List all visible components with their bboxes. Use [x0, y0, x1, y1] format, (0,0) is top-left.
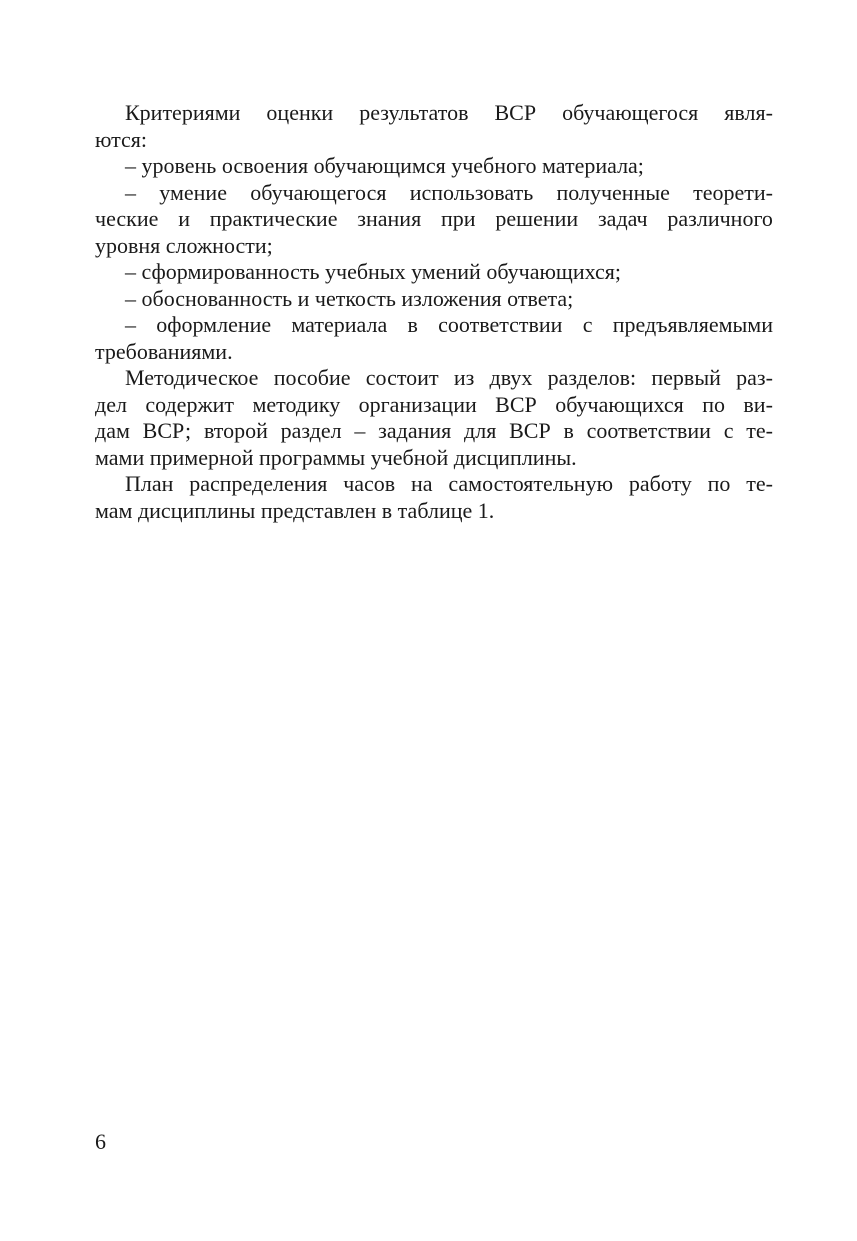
word: раздел — [280, 418, 342, 443]
word: с — [582, 312, 593, 337]
word: ческие — [95, 206, 159, 231]
word: решении — [495, 206, 579, 231]
word: Критериями — [125, 100, 241, 125]
word: по — [702, 391, 725, 417]
word: первый — [651, 365, 721, 390]
word: на — [410, 471, 433, 496]
body-text — [95, 100, 773, 524]
text-line: мами примерной программы учебной дисциплины. — [95, 444, 577, 470]
text-line: требованиями. — [95, 338, 233, 364]
word: ВСР; — [142, 418, 192, 443]
word: организации — [358, 391, 477, 417]
word: теорети- — [693, 179, 773, 205]
word: раз- — [736, 365, 773, 390]
word: второй — [203, 418, 268, 443]
text-line: мам дисциплины представлен в таблице 1. — [95, 497, 495, 523]
text-line — [95, 418, 773, 445]
text-line: ются: — [95, 126, 148, 152]
word: часов — [343, 471, 396, 496]
word: соответствии — [438, 312, 563, 337]
text-line — [95, 392, 773, 419]
word: – — [125, 179, 136, 205]
word: – — [354, 418, 366, 443]
word: задания — [378, 418, 452, 443]
word: задач — [597, 206, 648, 231]
word: оформление — [156, 312, 272, 337]
text-line — [95, 206, 773, 233]
word: ВСР — [495, 391, 537, 417]
word: полученные — [556, 179, 670, 205]
word: методику — [252, 391, 341, 417]
word: работу — [628, 471, 692, 496]
word: явля- — [724, 100, 773, 125]
word: результатов — [359, 100, 469, 125]
text-line — [95, 365, 773, 392]
word: различного — [667, 206, 773, 231]
word: – — [125, 312, 136, 337]
word: двух — [489, 365, 533, 390]
text-line — [95, 100, 773, 127]
word: Методическое — [125, 365, 259, 390]
word: умение — [159, 179, 227, 205]
text-line: – сформированность учебных умений обучающихся; — [125, 259, 622, 284]
word: практические — [209, 206, 338, 231]
word: знания — [357, 206, 422, 231]
word: дам — [95, 418, 130, 443]
word: обучающихся — [555, 391, 684, 417]
word: План — [125, 471, 174, 496]
text-line: уровня сложности; — [95, 232, 273, 258]
text-line: – уровень освоения обучающимся учебного материала; — [125, 153, 644, 178]
word: по — [707, 471, 731, 496]
word: содержит — [145, 391, 235, 417]
word: и — [178, 206, 190, 231]
word: те- — [746, 471, 773, 496]
text-line — [95, 180, 773, 207]
word: для — [464, 418, 497, 443]
word: обучающегося — [562, 100, 699, 125]
word: пособие — [273, 365, 351, 390]
word: при — [441, 206, 476, 231]
word: в — [563, 418, 574, 443]
word: самостоятельную — [448, 471, 613, 496]
word: в — [407, 312, 418, 337]
word: ВСР — [509, 418, 551, 443]
word: обучающегося — [250, 179, 387, 205]
word: дел — [95, 391, 127, 417]
word: из — [453, 365, 475, 390]
word: материала — [291, 312, 388, 337]
word: состоит — [365, 365, 439, 390]
text-line — [95, 312, 773, 339]
word: с — [723, 418, 734, 443]
text-line — [95, 471, 773, 498]
word: ВСР — [494, 100, 537, 125]
word: соответствии — [586, 418, 711, 443]
word: те- — [746, 418, 773, 443]
word: предъявляемыми — [612, 312, 773, 337]
text-line: – обоснованность и четкость изложения ответа; — [125, 285, 574, 311]
page-number: 6 — [95, 1129, 106, 1154]
word: разделов: — [547, 365, 637, 390]
word: ви- — [743, 391, 773, 417]
word: оценки — [266, 100, 334, 125]
word: использовать — [409, 179, 534, 205]
word: распределения — [189, 471, 328, 496]
